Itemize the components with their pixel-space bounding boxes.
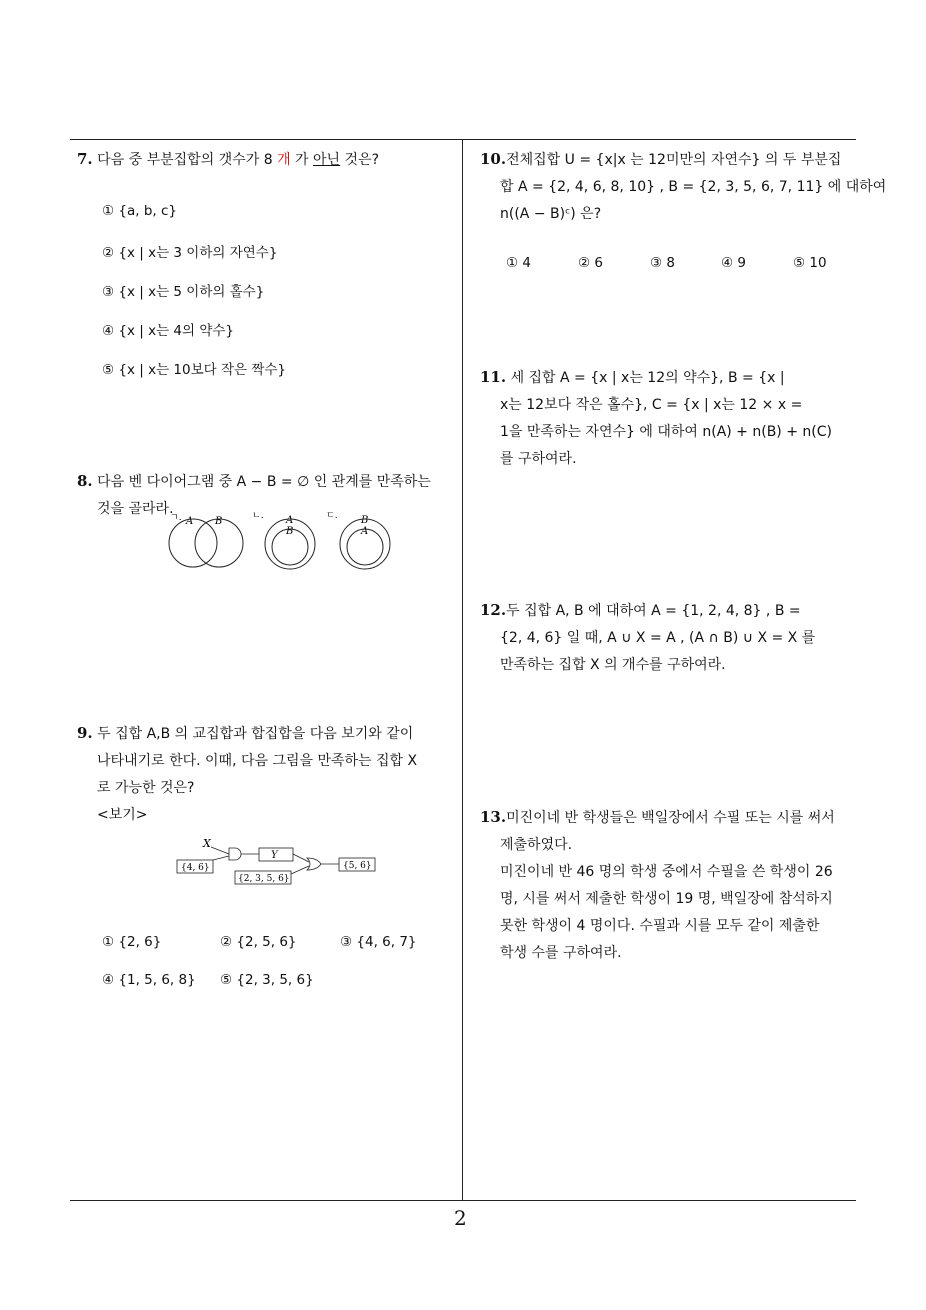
question-text: 전체집합 U = {x|x 는 12미만의 자연수} 의 두 부분집 — [506, 152, 842, 168]
question-7 — [77, 146, 379, 174]
question-text: 다음 벤 다이어그램 중 A − B = ∅ 인 관계를 만족하는 — [97, 474, 431, 490]
question-text: 세 집합 A = {x | x는 12의 약수}, B = {x | — [510, 370, 785, 386]
page-number: 2 — [454, 1206, 467, 1230]
question-text: 두 집합 A, B 에 대하여 A = {1, 2, 4, 8} , B = — [506, 603, 801, 619]
question-number: 13. — [480, 808, 507, 826]
q9-option-4[interactable]: ④ {1, 5, 6, 8} — [102, 972, 196, 988]
diagram-label-2356: {2, 3, 5, 6} — [238, 874, 290, 884]
q10-option-2[interactable]: ② 6 — [578, 255, 603, 271]
venn-1-label-b: B — [215, 516, 223, 527]
q9-option-1[interactable]: ① {2, 6} — [102, 934, 162, 950]
question-text-c: 것은? — [344, 152, 380, 168]
top-rule — [70, 139, 856, 140]
question-text: 두 집합 A,B 의 교집합과 합집합을 다음 보기와 같이 — [97, 726, 414, 742]
question-text-line6: 학생 수를 구하여라. — [500, 945, 622, 961]
q9-option-5[interactable]: ⑤ {2, 3, 5, 6} — [220, 972, 314, 988]
venn-3-label-a: A — [361, 526, 369, 537]
question-number: 8. — [77, 472, 93, 490]
question-text-line4: 명, 시를 써서 제출한 학생이 19 명, 백일장에 참석하지 — [500, 891, 833, 907]
q9-option-3[interactable]: ③ {4, 6, 7} — [340, 934, 417, 950]
diagram-label-x: X — [203, 837, 211, 850]
question-number: 10. — [480, 150, 507, 168]
column-divider — [462, 139, 463, 1201]
q10-option-5[interactable]: ⑤ 10 — [793, 255, 827, 271]
question-number: 9. — [77, 724, 93, 742]
venn-2-label-b: B — [286, 526, 294, 537]
set-operation-diagram — [175, 834, 380, 888]
question-text-line2: 것을 골라라. — [97, 501, 174, 517]
diagram-label-y: Y — [271, 850, 278, 861]
question-9 — [77, 720, 417, 829]
question-text-line3: 미진이네 반 46 명의 학생 중에서 수필을 쓴 학생이 26 — [500, 864, 833, 880]
question-text-line2: {2, 4, 6} 일 때, A ∪ X = A , (A ∩ B) ∪ X = X 를 — [500, 630, 816, 646]
question-11 — [480, 364, 832, 473]
q7-option-3[interactable]: ③ {x | x는 5 이하의 홀수} — [102, 284, 265, 300]
bottom-rule — [70, 1200, 856, 1201]
question-text: 미진이네 반 학생들은 백일장에서 수필 또는 시를 써서 — [506, 810, 835, 826]
diagram-label-56: {5, 6} — [343, 861, 372, 871]
venn-3-label-b: B — [361, 515, 369, 526]
q10-option-4[interactable]: ④ 9 — [721, 255, 746, 271]
venn-1-label-a: A — [186, 516, 194, 527]
venn-label-c-mark: ㄷ. — [326, 511, 338, 521]
question-text-line3: 1을 만족하는 자연수} 에 대하여 n(A) + n(B) + n(C) — [500, 424, 832, 440]
highlighted-word: 개 — [277, 152, 291, 168]
q10-option-3[interactable]: ③ 8 — [650, 255, 675, 271]
q7-option-1[interactable]: ① {a, b, c} — [102, 203, 178, 219]
intersection-gate — [229, 848, 241, 860]
diagram-label-46: {4, 6} — [181, 863, 210, 873]
venn-label-b-mark: ㄴ. — [252, 511, 264, 521]
question-10 — [480, 146, 886, 228]
q10-option-1[interactable]: ① 4 — [506, 255, 531, 271]
question-text-line3: 로 가능한 것은? — [97, 780, 195, 796]
q7-option-5[interactable]: ⑤ {x | x는 10보다 작은 짝수} — [102, 362, 287, 378]
question-text: 다음 중 부분집합의 갯수가 8 — [97, 152, 273, 168]
venn-label-a-mark: ㄱ. — [170, 513, 182, 523]
question-text-b: 가 — [295, 152, 309, 168]
question-number: 11. — [480, 368, 507, 386]
q7-option-2[interactable]: ② {x | x는 3 이하의 자연수} — [102, 245, 278, 261]
venn-diagrams — [160, 506, 400, 576]
question-text-line4: 를 구하여라. — [500, 451, 577, 467]
question-text-line2: x는 12보다 작은 홀수}, C = {x | x는 12 × x = — [500, 397, 803, 413]
q9-option-2[interactable]: ② {2, 5, 6} — [220, 934, 297, 950]
example-label: <보기> — [97, 807, 148, 823]
underlined-word: 아닌 — [313, 152, 341, 168]
question-13 — [480, 804, 835, 967]
question-text-line2: 나타내기로 한다. 이때, 다음 그림을 만족하는 집합 X — [97, 753, 418, 769]
question-number: 12. — [480, 601, 507, 619]
question-12 — [480, 597, 815, 679]
question-text-line2: 제출하였다. — [500, 837, 573, 853]
question-number: 7. — [77, 150, 93, 168]
venn-2-label-a: A — [286, 515, 294, 526]
question-text-line3: 만족하는 집합 X 의 개수를 구하여라. — [500, 657, 726, 673]
union-gate — [307, 858, 321, 870]
question-text-line2: 합 A = {2, 4, 6, 8, 10} , B = {2, 3, 5, 6, 7, 11} 에 대하여 — [500, 179, 887, 195]
question-text-line3: n((A − B)ᶜ) 은? — [500, 206, 602, 222]
q7-option-4[interactable]: ④ {x | x는 4의 약수} — [102, 323, 235, 339]
question-text-line5: 못한 학생이 4 명이다. 수필과 시를 모두 같이 제출한 — [500, 918, 820, 934]
